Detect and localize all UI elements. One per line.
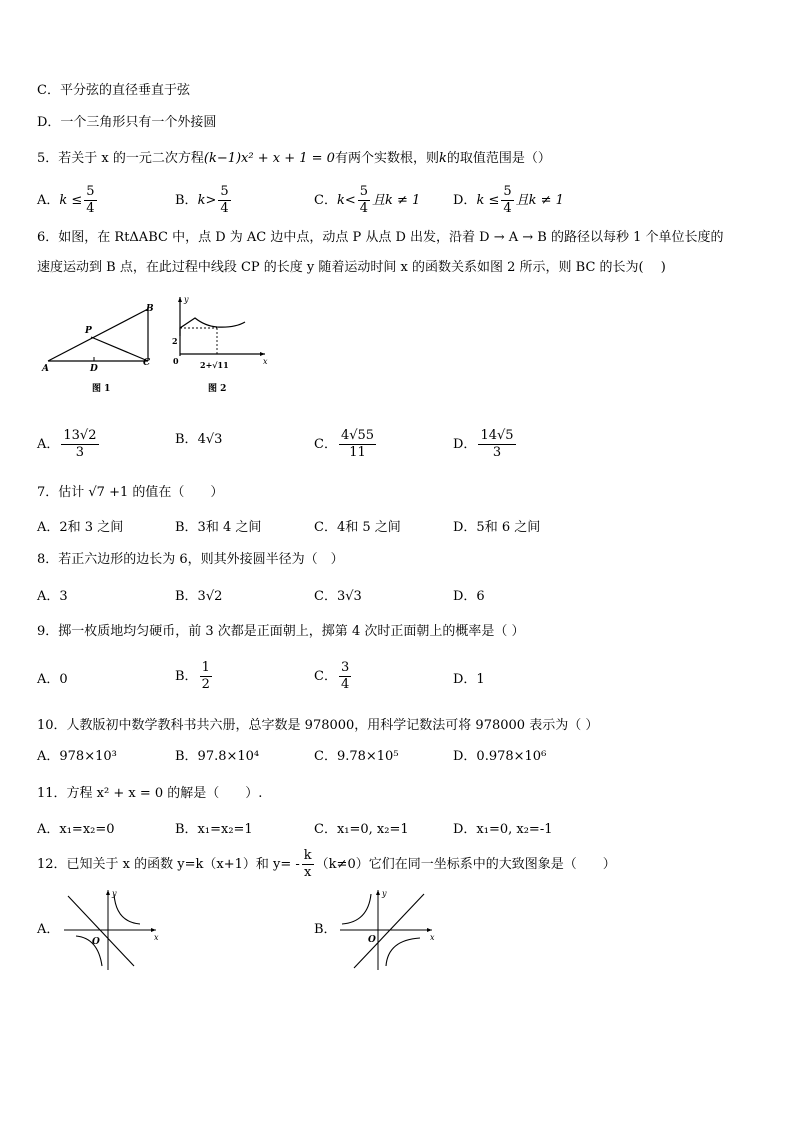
option-c-prev: C．平分弦的直径垂直于弦 bbox=[37, 83, 190, 98]
svg-text:y: y bbox=[112, 889, 117, 898]
axis-x-label: x bbox=[263, 357, 268, 366]
q8-option-b[interactable]: B．3√2 bbox=[175, 589, 223, 604]
question-10: 10．人教版初中数学教科书共六册，总字数是 978000，用科学记数法可将 978000 表示为（ ） bbox=[37, 718, 599, 733]
q12-option-b[interactable]: B． bbox=[314, 922, 337, 937]
svg-text:O: O bbox=[368, 935, 376, 945]
q11-option-b[interactable]: B．x₁=x₂=1 bbox=[175, 822, 253, 837]
svg-text:x: x bbox=[154, 933, 159, 942]
q5-equation: (k−1)x² + x + 1 = 0 bbox=[203, 151, 335, 166]
q11-option-d[interactable]: D．x₁=0, x₂=-1 bbox=[453, 822, 553, 837]
q7-option-d[interactable]: D．5和 6 之间 bbox=[453, 520, 541, 535]
figure-2-caption: 图 2 bbox=[208, 384, 227, 394]
q9-option-d[interactable]: D．1 bbox=[453, 672, 485, 687]
q12-option-a[interactable]: A． bbox=[37, 922, 60, 937]
x-tick: 2+√11 bbox=[200, 360, 229, 370]
q12-graph-b bbox=[338, 886, 438, 972]
question-6-line2: 速度运动到 B 点，在此过程中线段 CP 的长度 y 随着运动时间 x 的函数关系如图 2 所示，则 BC 的长为( ) bbox=[37, 260, 666, 275]
question-12: 12．已知关于 x 的函数 y=k（x+1）和 y= - $\frac{k}{x}$ （k≠0）它们在同一坐标系中的大致图象是（ ） bbox=[37, 848, 616, 880]
q10-option-d[interactable]: D．0.978×10⁶ bbox=[453, 749, 547, 764]
q9-option-a[interactable]: A．0 bbox=[37, 672, 68, 687]
label-b: B bbox=[146, 304, 154, 314]
q7-option-a[interactable]: A．2和 3 之间 bbox=[37, 520, 124, 535]
q12-graph-a bbox=[62, 886, 162, 972]
option-d-prev: D．一个三角形只有一个外接圆 bbox=[37, 115, 217, 130]
question-9: 9．掷一枚质地均匀硬币，前 3 次都是正面朝上，掷第 4 次时正面朝上的概率是（ ） bbox=[37, 624, 525, 639]
q5-option-b[interactable]: B．k> $\frac{5}{4}$ bbox=[175, 184, 229, 216]
q7-option-c[interactable]: C．4和 5 之间 bbox=[314, 520, 401, 535]
q6-option-a[interactable]: A． $\frac{13√2}{3}$ bbox=[37, 428, 97, 460]
y-tick-2: 2 bbox=[172, 336, 178, 346]
svg-text:x: x bbox=[430, 933, 435, 942]
figure-2-graph bbox=[165, 292, 275, 372]
q10-option-b[interactable]: B．97.8×10⁴ bbox=[175, 749, 260, 764]
q6-option-d[interactable]: D． $\frac{14√5}{3}$ bbox=[453, 428, 514, 460]
q8-option-c[interactable]: C．3√3 bbox=[314, 589, 362, 604]
q10-option-a[interactable]: A．978×10³ bbox=[37, 749, 117, 764]
question-6-line1: 6．如图，在 RtΔABC 中，点 D 为 AC 边中点，动点 P 从点 D 出发，沿着 D → A → B 的路径以每秒 1 个单位长度的 bbox=[37, 230, 724, 245]
q9-option-b[interactable]: B． $\frac{1}{2}$ bbox=[175, 660, 210, 692]
question-5: 5．若关于 x 的一元二次方程(k−1)x² + x + 1 = 0有两个实数根，则k的取值范围是（） bbox=[37, 151, 551, 166]
q8-option-a[interactable]: A．3 bbox=[37, 589, 68, 604]
q5-option-d[interactable]: D．k ≤ $\frac{5}{4}$ 且k ≠ 1 bbox=[453, 184, 564, 216]
q6-option-b[interactable]: B．4√3 bbox=[175, 432, 223, 447]
q7-option-b[interactable]: B．3和 4 之间 bbox=[175, 520, 262, 535]
question-8: 8．若正六边形的边长为 6，则其外接圆半径为（ ） bbox=[37, 552, 344, 567]
q8-option-d[interactable]: D．6 bbox=[453, 589, 485, 604]
q11-option-a[interactable]: A．x₁=x₂=0 bbox=[37, 822, 115, 837]
axis-y-label: y bbox=[184, 295, 189, 304]
q5-option-a[interactable]: A．k ≤ $\frac{5}{4}$ bbox=[37, 184, 95, 216]
label-d: D bbox=[90, 364, 98, 374]
q10-option-c[interactable]: C．9.78×10⁵ bbox=[314, 749, 399, 764]
label-p: P bbox=[85, 326, 92, 336]
q6-option-c[interactable]: C． $\frac{4√55}{11}$ bbox=[314, 428, 375, 460]
origin-label: 0 bbox=[173, 356, 179, 366]
label-c: C bbox=[143, 358, 151, 368]
question-11: 11．方程 x² + x = 0 的解是（ ）. bbox=[37, 786, 263, 801]
svg-text:y: y bbox=[382, 889, 387, 898]
q11-option-c[interactable]: C．x₁=0, x₂=1 bbox=[314, 822, 409, 837]
figure-1-caption: 图 1 bbox=[92, 384, 111, 394]
q9-option-c[interactable]: C． $\frac{3}{4}$ bbox=[314, 660, 350, 692]
label-a: A bbox=[42, 364, 49, 374]
figure-1-triangle bbox=[40, 295, 170, 375]
q5-option-c[interactable]: C．k< $\frac{5}{4}$ 且k ≠ 1 bbox=[314, 184, 421, 216]
question-7: 7．估计 √7 +1 的值在（ ） bbox=[37, 485, 224, 500]
svg-text:O: O bbox=[92, 937, 100, 947]
